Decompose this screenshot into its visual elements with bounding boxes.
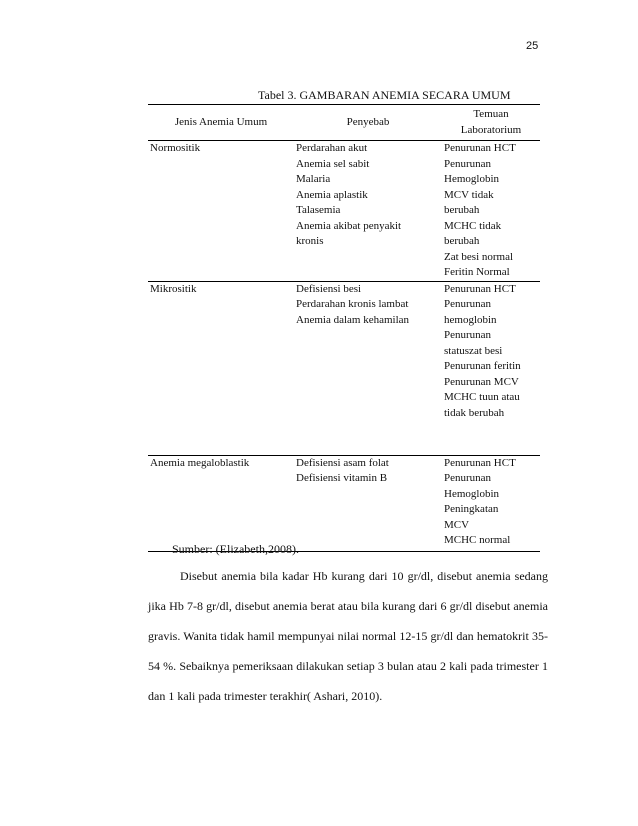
table-source: Sumber: (Elizabeth,2008). [172, 542, 299, 556]
cause-item: Anemia dalam kehamilan [296, 313, 410, 326]
finding-item: Penurunan feritin [444, 360, 521, 372]
cause-item: Anemia sel sabit [296, 157, 370, 170]
body-paragraph: Disebut anemia bila kadar Hb kurang dari 10 gr/dl, disebut anemia sedang jika Hb 7-8 gr/dl, disebut anemia berat atau bila kurang dari 6 gr/dl disebut anemia gravis. Wanita tidak hamil mempunyai nilai normal 12-15 gr/dl dan hematokrit 35-54 %. Sebaiknya pemeriksaan dilakukan setiap 3 bulan atau 2 kali pada trimester 1 dan 1 kali pada trimester terakhir( Ashari, 2010). [148, 569, 548, 703]
finding-cell [442, 281, 540, 455]
cause-cell [294, 281, 442, 455]
table-row [148, 281, 540, 455]
finding-item: MCV tidak [444, 188, 494, 201]
cause-item: Perdarahan akut [296, 142, 368, 154]
finding-item: MCHC tidak [444, 219, 502, 232]
finding-cell [442, 141, 540, 282]
cause-item: Defisiensi vitamin B [296, 472, 388, 484]
cause-cell [294, 455, 442, 551]
cause-item: Malaria [296, 173, 331, 185]
finding-item: Penurunan [444, 298, 492, 310]
page-number: 25 [526, 40, 539, 52]
anemia-type: Mikrositik [150, 282, 197, 295]
finding-item: Penurunan HCT [444, 142, 516, 154]
finding-item: hemoglobin [444, 313, 497, 326]
table-row [148, 141, 540, 282]
cause-item: Defisiensi asam folat [296, 456, 389, 469]
cause-item: Perdarahan kronis lambat [296, 298, 409, 310]
anemia-type: Anemia megaloblastik [150, 456, 250, 469]
cause-item: Anemia aplastik [296, 188, 368, 201]
anemia-type: Normositik [150, 142, 201, 154]
anemia-type-cell [148, 141, 294, 282]
table-header-row [148, 105, 540, 141]
finding-item: statuszat besi [444, 344, 503, 357]
cause-item: Talasemia [296, 204, 341, 216]
finding-item: Penurunan [444, 472, 492, 484]
finding-item: Feritin Normal [444, 266, 510, 278]
header-jenis-anemia: Jenis Anemia Umum [174, 115, 268, 128]
cause-item: kronis [296, 235, 324, 247]
cause-cell [294, 141, 442, 282]
finding-item: Peningkatan [444, 503, 499, 515]
table-caption: Tabel 3. GAMBARAN ANEMIA SECARA UMUM [258, 88, 511, 102]
finding-item: MCHC normal [444, 534, 511, 546]
table-row [148, 455, 540, 551]
header-penyebab: Penyebab [346, 115, 390, 128]
cause-item: Defisiensi besi [296, 282, 362, 295]
finding-item: MCV [444, 518, 470, 531]
finding-item: Penurunan HCT [444, 282, 516, 295]
anemia-type-cell [148, 281, 294, 455]
cause-item: Anemia akibat penyakit [296, 219, 402, 232]
anemia-table [148, 104, 540, 552]
anemia-type-cell [148, 455, 294, 551]
finding-item: Zat besi normal [444, 250, 514, 263]
finding-item: MCHC tuun atau [444, 391, 520, 403]
finding-item: Hemoglobin [444, 173, 499, 185]
finding-item: Penurunan [444, 157, 492, 170]
finding-item: tidak berubah [444, 406, 505, 419]
finding-item: Penurunan [444, 329, 492, 341]
finding-item: berubah [444, 204, 480, 216]
finding-item: Penurunan HCT [444, 456, 516, 469]
finding-item: berubah [444, 235, 480, 247]
finding-item: Penurunan MCV [444, 375, 519, 388]
finding-item: Hemoglobin [444, 487, 499, 500]
header-temuan-laboratorium: Temuan Laboratorium [460, 108, 522, 136]
finding-cell [442, 455, 540, 551]
